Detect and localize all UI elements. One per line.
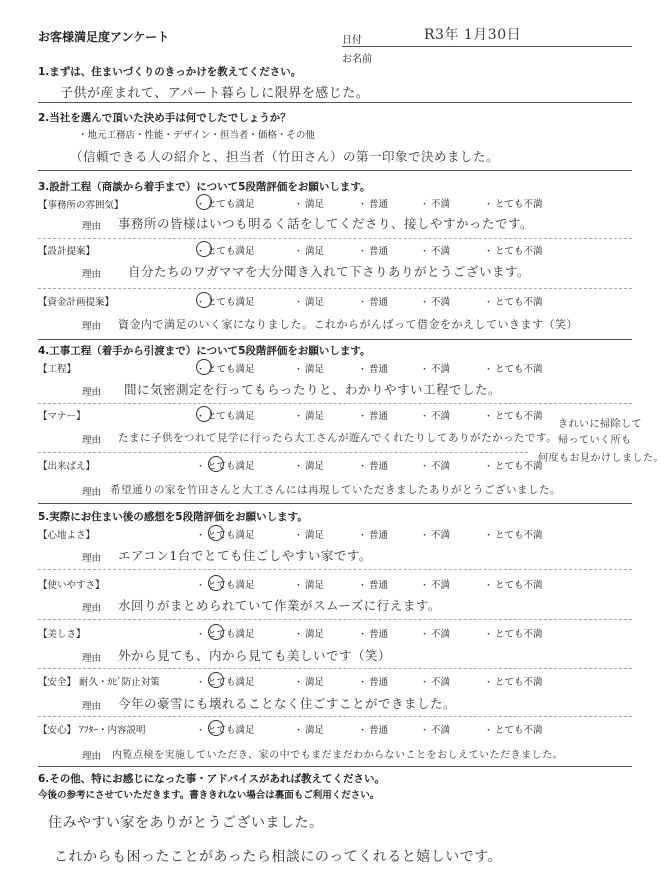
selected-rating-circle: [208, 525, 224, 541]
reason-label: 理由: [82, 653, 102, 664]
q2-question: 2.当社を選んで頂いた決め手は何でしたでしょうか？: [38, 112, 291, 124]
rating-row: ・ とても満足 ・ 満足 ・ 普通 ・ 不満 ・ とても不満: [196, 199, 543, 210]
q4-side-note-2: 帰っていく所も: [558, 435, 632, 446]
q3-category-atmosphere: 【事務所の雰囲気】: [38, 200, 124, 211]
q5-reason-safety: 今年の豪雪にも壊れることなく住ごすことができました。: [118, 696, 457, 711]
name-label: お名前: [342, 54, 372, 65]
q4-reason-process: 間に気密測定を行ってもらったりと、わかりやすい工程でした。: [124, 382, 502, 397]
q5-category-beauty: 【美しさ】: [38, 629, 86, 640]
rating-row: ・ とても満足 ・ 満足 ・ 普通 ・ 不満 ・ とても不満: [196, 629, 543, 640]
q6-answer-line-1: 住みやすい家をありがとうございました。: [48, 815, 324, 831]
selected-rating-circle: [196, 194, 212, 210]
q3-category-design: 【設計提案】: [38, 246, 96, 257]
reason-label: 理由: [82, 387, 102, 398]
selected-rating-circle: [208, 672, 224, 688]
reason-label: 理由: [82, 751, 102, 762]
q2-answer: （信頼できる人の紹介と、担当者（竹田さん）の第一印象で決めました。: [70, 149, 500, 164]
selected-rating-circle: [196, 292, 212, 308]
q3-reason-finance: 資金内で満足のいく家になりました。これからがんばって借金をかえしていきます（笑）: [118, 318, 578, 331]
q5-question: 5.実際にお住まい後の感想を5段階評価をお願いします。: [38, 511, 308, 523]
q5-category-reassurance: 【安心】 ｱﾌﾀｰ・内容説明: [38, 725, 146, 736]
reason-label: 理由: [82, 603, 102, 614]
selected-rating-circle: [196, 406, 212, 422]
reason-label: 理由: [82, 321, 102, 332]
reason-label: 理由: [82, 487, 102, 498]
q3-reason-atmosphere: 事務所の皆様はいつも明るく話をしてくださり、接しやすかったです。: [118, 216, 534, 231]
reason-label: 理由: [82, 221, 102, 232]
q5-reason-comfort: エアコン1台でとても住ごしやすい家です。: [118, 548, 372, 563]
q6-answer-line-2: これからも困ったことがあったら相談にのってくれると嬉しいです。: [54, 849, 503, 865]
q4-question: 4.工事工程（着手から引渡まで）について5段階評価をお願いします。: [38, 345, 371, 357]
reason-label: 理由: [82, 553, 102, 564]
q5-category-usability: 【使いやすさ】: [38, 580, 105, 591]
selected-rating-circle: [196, 241, 212, 257]
q4-category-quality: 【出来ばえ】: [38, 461, 96, 472]
selected-rating-circle: [208, 720, 224, 736]
rating-row: ・ とても満足 ・ 満足 ・ 普通 ・ 不満 ・ とても不満: [196, 411, 543, 422]
rating-row: ・ とても満足 ・ 満足 ・ 普通 ・ 不満 ・ とても不満: [196, 297, 543, 308]
selected-rating-circle: [208, 575, 224, 591]
q5-category-safety: 【安全】 耐久・ｶﾋﾞ防止対策: [38, 677, 160, 688]
reason-label: 理由: [82, 435, 102, 446]
q5-reason-usability: 水回りがまとめられていて作業がスムーズに行えます。: [118, 598, 441, 613]
rating-row: ・ とても満足 ・ 満足 ・ 普通 ・ 不満 ・ とても不満: [196, 677, 543, 688]
reason-label: 理由: [82, 701, 102, 712]
selected-rating-circle: [196, 359, 212, 375]
rating-row: ・ とても満足 ・ 満足 ・ 普通 ・ 不満 ・ とても不満: [196, 364, 543, 375]
rating-row: ・ とても満足 ・ 満足 ・ 普通 ・ 不満 ・ とても不満: [196, 580, 543, 591]
rating-row: ・ とても満足 ・ 満足 ・ 普通 ・ 不満 ・ とても不満: [196, 246, 543, 257]
q5-reason-beauty: 外から見ても、内から見ても美しいです（笑）: [118, 648, 392, 663]
survey-title: お客様満足度アンケート: [38, 30, 170, 44]
date-label: 日付: [342, 35, 362, 46]
reason-label: 理由: [82, 269, 102, 280]
q4-side-note-1: きれいに掃除して: [558, 419, 642, 430]
q6-question: 6.その他、特にお感じになった事・アドバイスがあれば教えてください。: [38, 773, 385, 785]
q3-category-finance: 【資金計画提案】: [38, 297, 115, 308]
q6-note: 今後の参考にさせていただきます。書ききれない場合は裏面もご利用ください。: [38, 790, 380, 801]
q5-reason-reassurance: 内覧点検を実施していただき、家の中でもまだまだわからないことをおしえていただきました。: [112, 750, 564, 761]
q4-category-manners: 【マナー】: [38, 411, 86, 422]
q4-reason-manners: たまに子供をつれて見学に行ったら大工さんが遊んでくれたりしてありがたかったです。: [118, 432, 558, 444]
q4-reason-quality: 希望通りの家を竹田さんと大工さんには再現していただきましたありがとうございました。: [110, 484, 561, 496]
q5-category-comfort: 【心地よさ】: [38, 530, 96, 541]
q2-options: ・地元工務店・性能・デザイン・担当者・価格・その他: [78, 130, 315, 141]
q1-question: 1.まずは、住まいづくりのきっかけを教えてください。: [38, 66, 302, 78]
rating-row: ・ とても満足 ・ 満足 ・ 普通 ・ 不満 ・ とても不満: [196, 530, 543, 541]
q4-category-process: 【工程】: [38, 364, 77, 375]
q3-reason-design: 自分たちのワガママを大分聞き入れて下さりありがとうございます。: [128, 264, 531, 279]
q3-question: 3.設計工程（商談から着手まで）について5段階評価をお願いします。: [38, 181, 371, 193]
rating-row: ・ とても満足 ・ 満足 ・ 普通 ・ 不満 ・ とても不満: [196, 725, 543, 736]
selected-rating-circle: [208, 624, 224, 640]
rating-row: ・ とても満足 ・ 満足 ・ 普通 ・ 不満 ・ とても不満: [196, 461, 543, 472]
date-value: R3年 1月30日: [424, 27, 522, 43]
q4-side-note-3: 何度もお見かけしました。: [538, 453, 664, 464]
q1-answer: 子供が産まれて、アパート暮らしに限界を感じた。: [60, 86, 370, 101]
selected-rating-circle: [208, 456, 224, 472]
